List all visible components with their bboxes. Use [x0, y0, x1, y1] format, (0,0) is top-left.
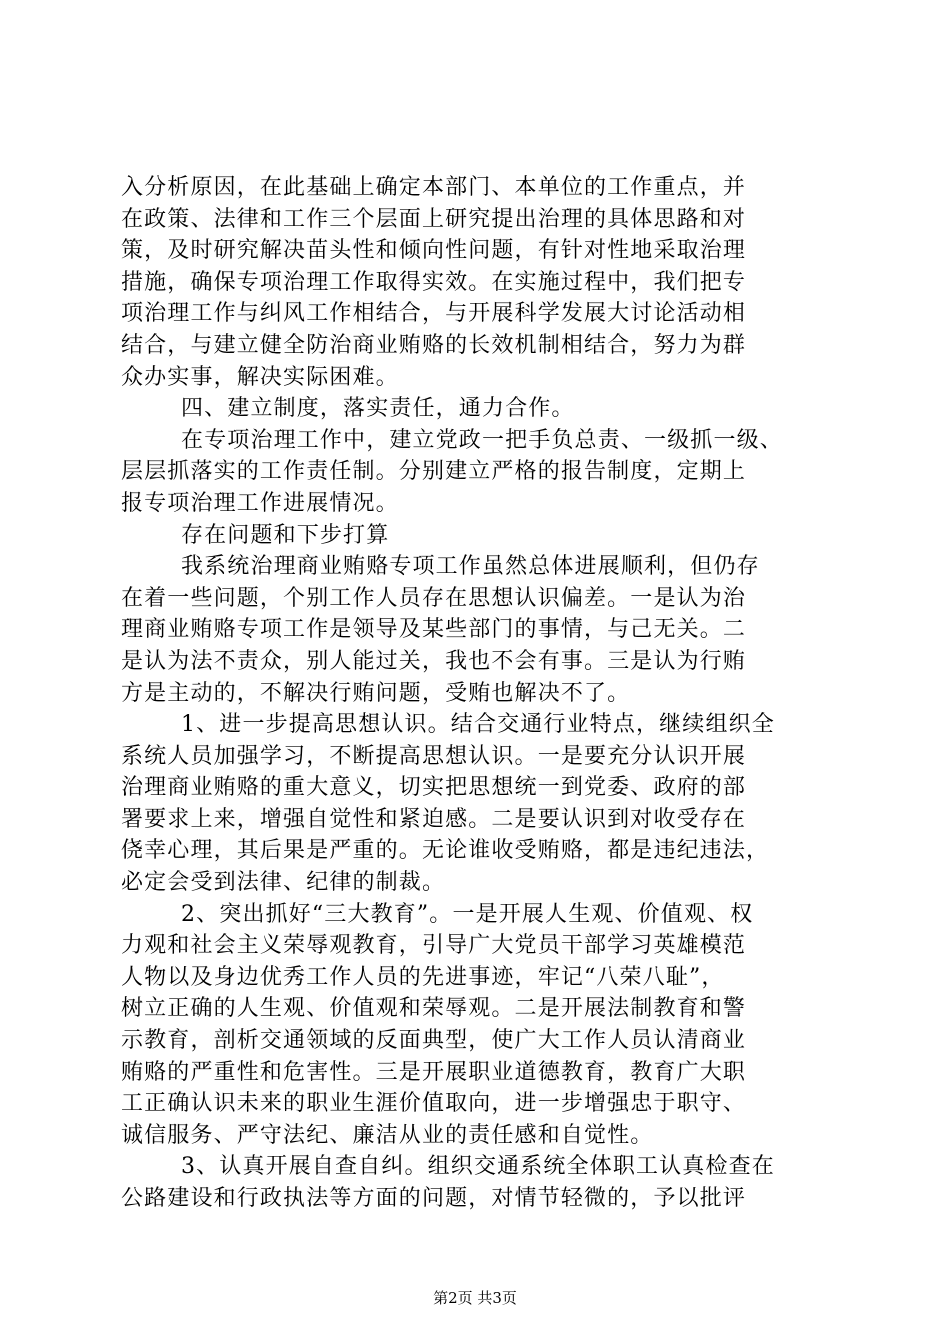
text-line: 治理商业贿赂的重大意义，切实把思想统一到党委、政府的部 [121, 775, 747, 801]
text-line: 我系统治理商业贿赂专项工作虽然总体进展顺利，但仍存 [181, 554, 760, 580]
text-line: 2、突出抓好“三大教育”。一是开展人生观、价值观、权 [181, 901, 754, 927]
text-line: 3、认真开展自查自纠。组织交通系统全体职工认真检查在 [181, 1154, 775, 1180]
text-line: 诚信服务、严守法纪、廉洁从业的责任感和自觉性。 [121, 1122, 654, 1148]
text-line: 在着一些问题，个别工作人员存在思想认识偏差。一是认为治 [121, 585, 747, 611]
text-line: 策，及时研究解决苗头性和倾向性问题，有针对性地采取治理 [121, 238, 747, 264]
text-line: 1、进一步提高思想认识。结合交通行业特点，继续组织全 [181, 712, 775, 738]
text-line: 公路建设和行政执法等方面的问题，对情节轻微的，予以批评 [121, 1186, 747, 1211]
text-line: 层层抓落实的工作责任制。分别建立严格的报告制度，定期上 [121, 459, 747, 485]
text-line: 贿赂的严重性和危害性。三是开展职业道德教育，教育广大职 [121, 1059, 747, 1085]
text-line: 示教育，剖析交通领域的反面典型，使广大工作人员认清商业 [121, 1028, 747, 1054]
text-line: 系统人员加强学习，不断提高思想认识。一是要充分认识开展 [121, 743, 747, 769]
text-line: 是认为法不责众，别人能过关，我也不会有事。三是认为行贿 [121, 648, 747, 674]
text-line: 树立正确的人生观、价值观和荣辱观。二是开展法制教育和警 [121, 996, 747, 1022]
text-line: 署要求上来，增强自觉性和紧迫感。二是要认识到对收受存在 [121, 806, 747, 832]
document-body [121, 172, 833, 1215]
text-line: 报专项治理工作进展情况。 [121, 490, 399, 516]
text-line: 入分析原因，在此基础上确定本部门、本单位的工作重点，并 [121, 175, 747, 200]
text-line: 在政策、法律和工作三个层面上研究提出治理的具体思路和对 [121, 206, 747, 232]
text-line: 项治理工作与纠风工作相结合，与开展科学发展大讨论活动相 [121, 301, 747, 327]
text-line: 侥幸心理，其后果是严重的。无论谁收受贿赂，都是违纪违法， [121, 838, 770, 864]
text-line: 人物以及身边优秀工作人员的先进事迹，牢记“八荣八耻”， [121, 964, 725, 990]
page-footer: 第2页 共3页 [433, 1289, 517, 1307]
text-line: 工正确认识未来的职业生涯价值取向，进一步增强忠于职守、 [121, 1091, 747, 1117]
text-line: 措施，确保专项治理工作取得实效。在实施过程中，我们把专 [121, 269, 747, 295]
text-line: 存在问题和下步打算 [181, 522, 390, 548]
text-line: 在专项治理工作中，建立党政一把手负总责、一级抓一级、 [181, 427, 783, 453]
text-line: 四、建立制度，落实责任，通力合作。 [181, 396, 575, 422]
text-line: 力观和社会主义荣辱观教育，引导广大党员干部学习英雄模范 [121, 933, 747, 959]
text-line: 结合，与建立健全防治商业贿赂的长效机制相结合，努力为群 [121, 332, 747, 358]
text-line: 必定会受到法律、纪律的制裁。 [121, 870, 446, 896]
text-line: 众办实事，解决实际困难。 [121, 364, 399, 390]
text-line: 理商业贿赂专项工作是领导及某些部门的事情，与己无关。二 [121, 617, 747, 643]
text-line: 方是主动的，不解决行贿问题，受贿也解决不了。 [121, 680, 631, 706]
